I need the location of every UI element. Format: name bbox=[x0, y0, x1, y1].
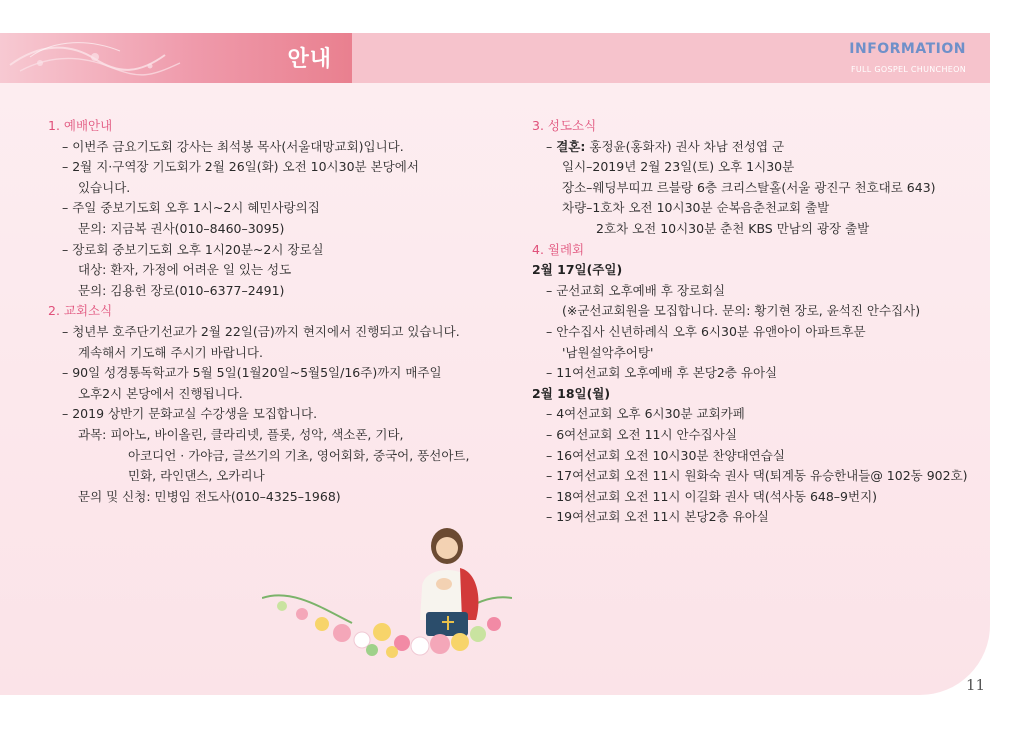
notice-line: – 결혼: 홍정윤(홍화자) 권사 차남 전성엽 군 bbox=[546, 138, 785, 154]
church-name: FULL GOSPEL CHUNCHEON bbox=[850, 65, 966, 74]
left-column bbox=[48, 116, 488, 507]
notice-line: 대상: 환자, 가정에 어려운 일 있는 성도 bbox=[78, 262, 292, 278]
notice-line: – 이번주 금요기도회 강사는 최석봉 목사(서울대망교회)입니다. bbox=[62, 138, 404, 154]
page-number: 11 bbox=[966, 676, 986, 694]
notice-line: 오후2시 본당에서 진행됩니다. bbox=[78, 385, 243, 401]
notice-line: – 90일 성경통독학교가 5월 5일(1월20일~5월5일/16주)까지 매주일 bbox=[62, 365, 442, 381]
notice-line: 장소–웨딩부띠끄 르블랑 6층 크리스탈홀(서울 광진구 천호대로 643) bbox=[562, 179, 936, 195]
notice-line: – 19여선교회 오전 11시 본당2층 유아실 bbox=[546, 509, 769, 525]
wedding-label: 결혼: bbox=[556, 138, 586, 154]
information-heading: INFORMATION bbox=[849, 41, 966, 57]
notice-line: 문의: 지금복 권사(010–8460–3095) bbox=[78, 220, 285, 236]
notice-line: – 2월 지·구역장 기도회가 2월 26일(화) 오전 10시30분 본당에서 bbox=[62, 159, 419, 175]
notice-line: – 16여선교회 오전 10시30분 찬양대연습실 bbox=[546, 447, 785, 463]
section-title-worship: 1. 예배안내 bbox=[48, 118, 113, 133]
notice-line: – 군선교회 오후예배 후 장로회실 bbox=[546, 282, 726, 298]
notice-line: – 청년부 호주단기선교가 2월 22일(금)까지 현지에서 진행되고 있습니다. bbox=[62, 323, 460, 339]
notice-line: 있습니다. bbox=[78, 179, 131, 195]
notice-line: 문의: 김용헌 장로(010–6377–2491) bbox=[78, 282, 285, 298]
notice-line: – 안수집사 신년하례식 오후 6시30분 유앤아이 아파트후문 bbox=[546, 323, 866, 339]
section-title-church-news: 2. 교회소식 bbox=[48, 303, 113, 319]
header-banner bbox=[0, 33, 990, 83]
notice-line: 문의 및 신청: 민병임 전도사(010–4325–1968) bbox=[78, 488, 341, 504]
notice-line: – 11여선교회 오후예배 후 본당2층 유아실 bbox=[546, 365, 778, 381]
notice-line: (※군선교회원을 모집합니다. 문의: 황기현 장로, 윤석진 안수집사) bbox=[562, 303, 921, 319]
notice-line: – 17여선교회 오전 11시 원화숙 권사 댁(퇴계동 유승한내들@ 102동 902호) bbox=[546, 468, 968, 484]
header-left-band bbox=[0, 33, 352, 83]
right-column bbox=[532, 116, 972, 528]
meeting-date: 2월 17일(주일) bbox=[532, 262, 623, 278]
notice-line: – 2019 상반기 문화교실 수강생을 모집합니다. bbox=[62, 406, 318, 422]
notice-line: '남원설악추어탕' bbox=[562, 344, 654, 360]
notice-line: 2호차 오전 10시30분 춘천 KBS 만남의 광장 출발 bbox=[596, 220, 870, 236]
page-title: 안내 bbox=[287, 47, 332, 72]
notice-line: – 18여선교회 오전 11시 이길화 권사 댁(석사동 648–9번지) bbox=[546, 488, 878, 504]
notice-line: – 6여선교회 오전 11시 안수집사실 bbox=[546, 426, 737, 442]
notice-line: 과목: 피아노, 바이올린, 클라리넷, 플롯, 성악, 색소폰, 기타, bbox=[78, 426, 404, 442]
notice-line: – 주일 중보기도회 오후 1시~2시 혜민사랑의집 bbox=[62, 200, 320, 216]
notice-line: 차량–1호차 오전 10시30분 순복음춘천교회 출발 bbox=[562, 200, 830, 216]
section-title-monthly-meeting: 4. 월례회 bbox=[532, 241, 585, 257]
section-title-member-news: 3. 성도소식 bbox=[532, 118, 597, 133]
meeting-date: 2월 18일(월) bbox=[532, 385, 611, 401]
notice-line: – 장로회 중보기도회 오후 1시20분~2시 장로실 bbox=[62, 241, 324, 257]
wedding-text: 홍정윤(홍화자) 권사 차남 전성엽 군 bbox=[585, 138, 785, 154]
notice-line: 일시–2019년 2월 23일(토) 오후 1시30분 bbox=[562, 159, 795, 175]
notice-line: 아코디언 · 가야금, 글쓰기의 기초, 영어회화, 중국어, 풍선아트, bbox=[128, 447, 470, 463]
jesus-flowers-illustration bbox=[262, 528, 512, 660]
notice-line: 민화, 라인댄스, 오카리나 bbox=[128, 468, 265, 484]
header-right-band bbox=[352, 33, 990, 83]
notice-line: 계속해서 기도해 주시기 바랍니다. bbox=[78, 344, 263, 360]
notice-line: – 4여선교회 오후 6시30분 교회카페 bbox=[546, 406, 745, 422]
